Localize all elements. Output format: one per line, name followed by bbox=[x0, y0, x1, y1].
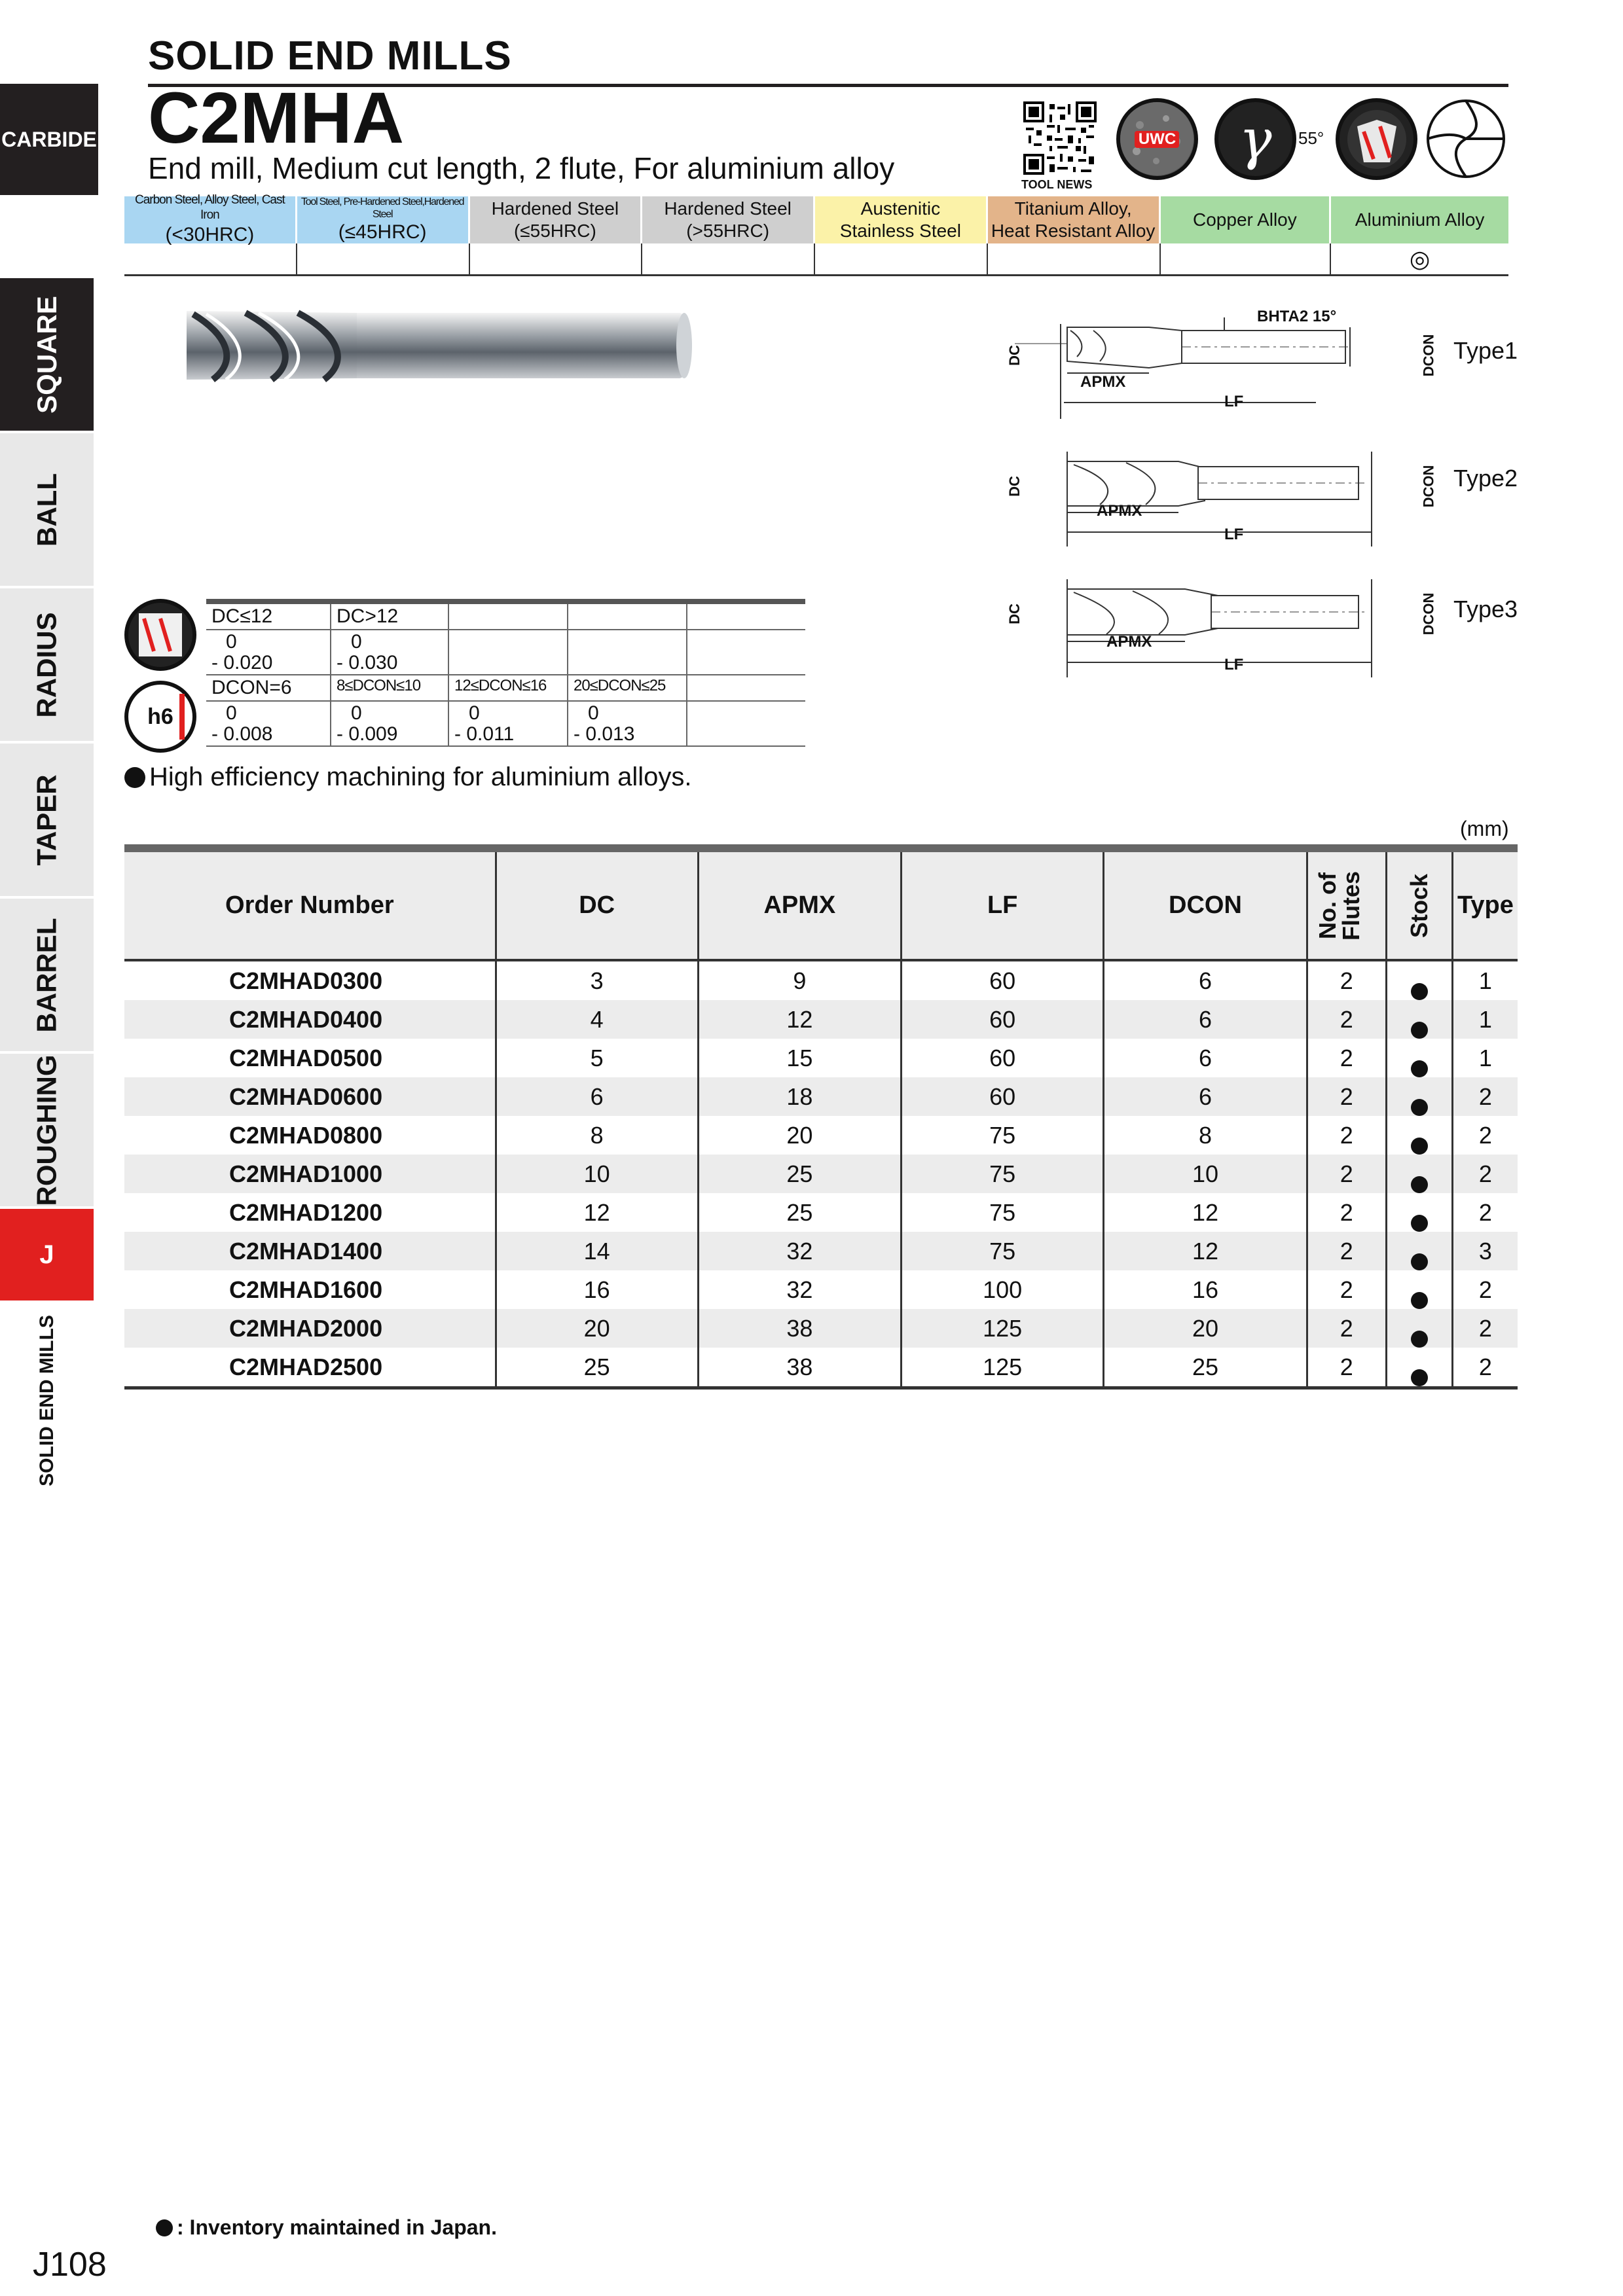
cell-flutes: 2 bbox=[1307, 1348, 1386, 1386]
empty-cell bbox=[687, 630, 805, 675]
spec-table bbox=[124, 852, 1518, 1386]
spec-bottom-rule bbox=[124, 1386, 1518, 1390]
dcon-label bbox=[1420, 465, 1437, 508]
cell-order-number: C2MHAD1000 bbox=[124, 1155, 496, 1193]
cell-flutes: 2 bbox=[1307, 1000, 1386, 1039]
material-titanium bbox=[988, 196, 1161, 243]
cell-lf: 75 bbox=[902, 1155, 1104, 1193]
cell-type: 1 bbox=[1478, 967, 1492, 994]
material-stainless bbox=[815, 196, 988, 243]
lf-label: LF bbox=[1224, 526, 1244, 543]
cell-lf: 60 bbox=[902, 1077, 1104, 1116]
sidebar-tab-taper[interactable] bbox=[0, 744, 94, 896]
cell-type: 2 bbox=[1452, 1309, 1518, 1348]
diagram-type2 bbox=[1002, 448, 1518, 547]
col-header-flutes bbox=[1307, 852, 1386, 960]
empty-cell bbox=[687, 604, 805, 630]
sidebar-tab-square[interactable] bbox=[0, 278, 94, 431]
sidebar-tab-label: ROUGHING bbox=[31, 1054, 62, 1206]
cell-stock bbox=[1386, 1232, 1452, 1270]
stock-header-text: Stock bbox=[1405, 873, 1432, 938]
sidebar-tab-label: BARREL bbox=[31, 918, 62, 1032]
cell-dc: 6 bbox=[496, 1077, 698, 1116]
cell-order-number: C2MHAD0600 bbox=[124, 1077, 496, 1116]
suit-cell bbox=[642, 243, 815, 274]
cell-apmx: 32 bbox=[698, 1232, 901, 1270]
face-graphic bbox=[1344, 107, 1410, 172]
spec-body bbox=[124, 960, 1518, 1386]
cell-flutes: 2 bbox=[1307, 960, 1386, 1000]
dcon-tol bbox=[568, 701, 687, 746]
cell-lf: 100 bbox=[902, 1270, 1104, 1309]
empty-cell bbox=[448, 630, 568, 675]
tol-upper: 0 bbox=[351, 631, 362, 653]
sidebar-tab-radius[interactable] bbox=[0, 588, 94, 741]
table-row[interactable] bbox=[124, 1039, 1518, 1077]
cell-lf: 125 bbox=[902, 1348, 1104, 1386]
cell-dc: 10 bbox=[496, 1155, 698, 1193]
table-row[interactable] bbox=[124, 1000, 1518, 1039]
qr-code[interactable] bbox=[1023, 101, 1097, 175]
cell-flutes: 2 bbox=[1307, 1039, 1386, 1077]
empty-cell bbox=[568, 604, 687, 630]
material-line1: Copper Alloy bbox=[1193, 209, 1297, 230]
section-label: SOLID END MILLS bbox=[35, 1315, 58, 1486]
sidebar-tab-roughing[interactable] bbox=[0, 1054, 94, 1206]
cell-type: 2 bbox=[1452, 1155, 1518, 1193]
stock-dot-icon bbox=[1411, 983, 1428, 1000]
suitability-row bbox=[124, 243, 1508, 276]
material-line2: Heat Resistant Alloy bbox=[991, 221, 1156, 241]
cell-lf: 60 bbox=[902, 1039, 1104, 1077]
dc-label bbox=[1006, 345, 1023, 366]
tol-lower: - 0.009 bbox=[337, 723, 398, 745]
suit-cell bbox=[297, 243, 470, 274]
cell-order-number: C2MHAD2000 bbox=[124, 1309, 496, 1348]
bhta-label: BHTA2 15° bbox=[1257, 308, 1337, 325]
table-row[interactable] bbox=[124, 1077, 1518, 1116]
lf-label: LF bbox=[1224, 393, 1244, 410]
col-header-dc: DC bbox=[496, 852, 698, 960]
unit-label: (mm) bbox=[1460, 817, 1509, 840]
table-row[interactable] bbox=[124, 1348, 1518, 1386]
sidebar-tab-label: BALL bbox=[31, 473, 62, 547]
dc-label bbox=[1006, 476, 1023, 497]
cell-dcon: 6 bbox=[1104, 1000, 1307, 1039]
cell-stock bbox=[1386, 1193, 1452, 1232]
dc-tol bbox=[206, 630, 331, 675]
bullet-icon bbox=[124, 767, 145, 788]
cell-order-number: C2MHAD0500 bbox=[124, 1039, 496, 1077]
suit-cell bbox=[1161, 243, 1332, 274]
cell-lf: 60 bbox=[902, 960, 1104, 1000]
cell-stock bbox=[1386, 1000, 1452, 1039]
material-bar bbox=[124, 193, 1508, 245]
uwc-coating-icon bbox=[1116, 98, 1198, 180]
product-subtitle: End mill, Medium cut length, 2 flute, For aluminium alloy bbox=[148, 151, 895, 185]
uwc-label: UWC bbox=[1138, 130, 1176, 148]
h6-label: h6 bbox=[147, 704, 173, 729]
material-tool-steel bbox=[297, 196, 470, 243]
table-row[interactable] bbox=[124, 1193, 1518, 1232]
cell-dcon: 16 bbox=[1104, 1270, 1307, 1309]
carbide-label: CARBIDE bbox=[1, 127, 97, 151]
cell-stock bbox=[1386, 1309, 1452, 1348]
h6-arrow bbox=[179, 694, 185, 740]
tol-upper: 0 bbox=[351, 702, 362, 724]
suit-cell bbox=[124, 243, 297, 274]
cell-dcon: 20 bbox=[1104, 1309, 1307, 1348]
tool-news-label: TOOL NEWS bbox=[1021, 178, 1093, 191]
sidebar-tab-j[interactable] bbox=[0, 1209, 94, 1300]
cell-order-number: C2MHAD1600 bbox=[124, 1270, 496, 1309]
material-line1: Tool Steel, Pre-Hardened Steel,Hardened Steel bbox=[301, 196, 464, 220]
gamma-glyph: γ bbox=[1239, 107, 1272, 171]
tol-lower: - 0.020 bbox=[211, 651, 273, 673]
table-row[interactable] bbox=[124, 1155, 1518, 1193]
material-line2: (>55HRC) bbox=[686, 221, 770, 241]
material-hardened-55 bbox=[470, 196, 643, 243]
cell-dcon: 25 bbox=[1104, 1348, 1307, 1386]
material-line2: Stainless Steel bbox=[839, 221, 961, 241]
sidebar-tab-ball[interactable] bbox=[0, 433, 94, 586]
sidebar-active-label: J bbox=[39, 1240, 54, 1269]
apmx-label: APMX bbox=[1106, 633, 1152, 651]
cell-dcon: 12 bbox=[1104, 1232, 1307, 1270]
cell-apmx: 38 bbox=[698, 1309, 901, 1348]
cell-flutes: 2 bbox=[1307, 1155, 1386, 1193]
empty-cell bbox=[687, 675, 805, 701]
sidebar-tab-label: TAPER bbox=[31, 774, 62, 866]
spec-header-row bbox=[124, 852, 1518, 960]
cell-type: 2 bbox=[1478, 1121, 1492, 1149]
material-carbon-steel bbox=[124, 193, 297, 245]
tol-lower: - 0.011 bbox=[454, 723, 515, 745]
sidebar-carbide bbox=[0, 84, 98, 195]
cell-type: 2 bbox=[1452, 1077, 1518, 1116]
stock-dot-icon bbox=[156, 2219, 173, 2236]
cell-apmx: 20 bbox=[698, 1116, 901, 1155]
footnote bbox=[156, 2215, 497, 2240]
dc-label-text: DC bbox=[1006, 345, 1023, 366]
cell-flutes: 2 bbox=[1307, 1232, 1386, 1270]
col-header-stock bbox=[1386, 852, 1452, 960]
category-title: SOLID END MILLS bbox=[148, 33, 512, 79]
dcon-header: 8≤DCON≤10 bbox=[331, 675, 448, 701]
product-photo bbox=[187, 308, 697, 386]
dcon-tol bbox=[331, 701, 448, 746]
suit-cell bbox=[988, 243, 1161, 274]
cell-dcon: 12 bbox=[1104, 1193, 1307, 1232]
material-copper bbox=[1161, 196, 1332, 243]
tool-face-icon bbox=[1336, 98, 1417, 180]
dcon-label-text: DCON bbox=[1420, 334, 1437, 377]
cell-dc: 4 bbox=[496, 1000, 698, 1039]
material-line2: (<30HRC) bbox=[165, 223, 255, 245]
dc-label-text: DC bbox=[1006, 603, 1023, 624]
tol-top-rule bbox=[206, 599, 805, 604]
tol-upper: 0 bbox=[226, 631, 237, 653]
material-line1: Austenitic bbox=[860, 198, 941, 219]
stock-dot-icon bbox=[1411, 1369, 1428, 1386]
cell-apmx: 9 bbox=[698, 960, 901, 1000]
dc-header: DC≤12 bbox=[206, 604, 331, 630]
stock-dot-icon bbox=[1411, 1253, 1428, 1270]
cell-type: 1 bbox=[1478, 1044, 1492, 1071]
cell-order-number: C2MHAD0300 bbox=[124, 960, 496, 1000]
cell-order-number: C2MHAD0400 bbox=[124, 1000, 496, 1039]
cell-apmx: 38 bbox=[698, 1348, 901, 1386]
lf-label: LF bbox=[1224, 656, 1244, 673]
dcon-tol bbox=[448, 701, 568, 746]
cell-dc: 3 bbox=[496, 960, 698, 1000]
col-header-type: Type bbox=[1452, 852, 1518, 960]
cell-type: 1 bbox=[1452, 1000, 1518, 1039]
cell-stock bbox=[1386, 1116, 1452, 1155]
cell-type: 2 bbox=[1478, 1276, 1492, 1303]
cell-flutes: 2 bbox=[1307, 1116, 1386, 1155]
h6-icon bbox=[124, 681, 196, 753]
tolerance-table bbox=[206, 599, 805, 747]
cell-type: 2 bbox=[1478, 1353, 1492, 1380]
cell-lf: 75 bbox=[902, 1116, 1104, 1155]
diagram-type1 bbox=[1002, 308, 1518, 419]
table-row[interactable] bbox=[124, 1270, 1518, 1309]
dcon-header-row bbox=[206, 675, 805, 701]
dcon-tol bbox=[206, 701, 331, 746]
cell-dc: 8 bbox=[496, 1116, 698, 1155]
cell-dcon: 8 bbox=[1104, 1116, 1307, 1155]
tol-lower: - 0.013 bbox=[574, 723, 635, 745]
cell-order-number: C2MHAD1400 bbox=[124, 1232, 496, 1270]
apmx-label: APMX bbox=[1080, 373, 1126, 391]
cell-flutes: 2 bbox=[1307, 1270, 1386, 1309]
cell-type: 2 bbox=[1478, 1198, 1492, 1226]
flute-section-icon bbox=[1424, 97, 1508, 181]
stock-dot-icon bbox=[1411, 1138, 1428, 1155]
dc-value-row bbox=[206, 630, 805, 675]
cell-stock bbox=[1386, 1270, 1452, 1309]
dcon-label bbox=[1420, 334, 1437, 377]
cell-order-number: C2MHAD2500 bbox=[124, 1348, 496, 1386]
helix-angle-value: 55° bbox=[1298, 128, 1324, 148]
cell-dcon: 10 bbox=[1104, 1155, 1307, 1193]
stock-dot-icon bbox=[1411, 1215, 1428, 1232]
cell-dcon: 6 bbox=[1104, 960, 1307, 1000]
material-line1: Carbon Steel, Alloy Steel, Cast Iron bbox=[134, 193, 285, 222]
dcon-label-text: DCON bbox=[1420, 465, 1437, 508]
feature-line bbox=[124, 762, 692, 792]
stock-dot-icon bbox=[1411, 1292, 1428, 1309]
sidebar-tab-label: SQUARE bbox=[31, 295, 62, 414]
flutes-header-text: No. of Flutes bbox=[1313, 870, 1364, 941]
cell-apmx: 25 bbox=[698, 1193, 901, 1232]
spec-top-rule bbox=[124, 844, 1518, 852]
cell-stock bbox=[1386, 1155, 1452, 1193]
cell-apmx: 18 bbox=[698, 1077, 901, 1116]
apmx-label: APMX bbox=[1097, 502, 1142, 520]
dcon-value-row bbox=[206, 701, 805, 746]
stock-dot-icon bbox=[1411, 1022, 1428, 1039]
tol-upper: 0 bbox=[226, 702, 237, 724]
dcon-label bbox=[1420, 593, 1437, 636]
cell-flutes: 2 bbox=[1307, 1193, 1386, 1232]
feature-text: High efficiency machining for aluminium alloys. bbox=[149, 762, 692, 791]
cell-dc: 12 bbox=[496, 1193, 698, 1232]
tolerance-graphic bbox=[131, 605, 190, 664]
sidebar-tab-label: RADIUS bbox=[31, 611, 62, 718]
col-header-apmx: APMX bbox=[698, 852, 901, 960]
table-row[interactable] bbox=[124, 1116, 1518, 1155]
tol-lower: - 0.008 bbox=[211, 723, 273, 745]
material-hardened-over55 bbox=[642, 196, 815, 243]
product-title: C2MHA bbox=[148, 78, 405, 158]
material-line2: (≤55HRC) bbox=[513, 221, 596, 241]
stock-dot-icon bbox=[1411, 1060, 1428, 1077]
cell-dc: 5 bbox=[496, 1039, 698, 1077]
empty-cell bbox=[568, 630, 687, 675]
tol-upper: 0 bbox=[588, 702, 599, 724]
cell-order-number: C2MHAD1200 bbox=[124, 1193, 496, 1232]
dcon-header: DCON=6 bbox=[206, 675, 331, 701]
cell-lf: 75 bbox=[902, 1232, 1104, 1270]
type3-label: Type3 bbox=[1453, 596, 1518, 622]
dcon-label-text: DCON bbox=[1420, 592, 1437, 636]
sidebar-section bbox=[0, 1302, 94, 1499]
cell-apmx: 32 bbox=[698, 1270, 901, 1309]
type1-label: Type1 bbox=[1453, 337, 1518, 364]
cell-flutes: 2 bbox=[1307, 1077, 1386, 1116]
helix-angle-icon bbox=[1214, 98, 1296, 180]
cell-apmx: 12 bbox=[698, 1000, 901, 1039]
empty-cell bbox=[687, 701, 805, 746]
cell-stock bbox=[1386, 960, 1452, 1000]
stock-dot-icon bbox=[1411, 1099, 1428, 1116]
material-line1: Titanium Alloy, bbox=[1014, 198, 1132, 219]
cell-stock bbox=[1386, 1039, 1452, 1077]
table-row[interactable] bbox=[124, 1232, 1518, 1270]
dc-label-text: DC bbox=[1006, 476, 1023, 497]
cell-apmx: 25 bbox=[698, 1155, 901, 1193]
excellent-mark: ◎ bbox=[1409, 245, 1431, 272]
cell-flutes: 2 bbox=[1307, 1309, 1386, 1348]
material-line2: (≤45HRC) bbox=[338, 221, 427, 243]
tol-upper: 0 bbox=[469, 702, 480, 724]
cell-dc: 16 bbox=[496, 1270, 698, 1309]
col-header-order-number: Order Number bbox=[124, 852, 496, 960]
footnote-text: : Inventory maintained in Japan. bbox=[177, 2215, 497, 2239]
type2-label: Type2 bbox=[1453, 465, 1518, 492]
material-line1: Aluminium Alloy bbox=[1355, 209, 1485, 230]
cell-apmx: 15 bbox=[698, 1039, 901, 1077]
page-number: J108 bbox=[33, 2246, 107, 2284]
material-aluminium bbox=[1331, 196, 1508, 243]
sidebar-tab-barrel[interactable] bbox=[0, 899, 94, 1051]
col-header-lf: LF bbox=[902, 852, 1104, 960]
cell-lf: 60 bbox=[902, 1000, 1104, 1039]
diagram-type3 bbox=[1002, 579, 1518, 677]
empty-cell bbox=[448, 604, 568, 630]
dc-tolerance-icon bbox=[124, 599, 196, 671]
dc-header: DC>12 bbox=[331, 604, 448, 630]
cell-type: 3 bbox=[1452, 1232, 1518, 1270]
cell-stock bbox=[1386, 1077, 1452, 1116]
stock-dot-icon bbox=[1411, 1176, 1428, 1193]
dc-label bbox=[1006, 603, 1023, 624]
cell-dcon: 6 bbox=[1104, 1077, 1307, 1116]
material-line1: Hardened Steel bbox=[491, 198, 619, 219]
dc-tol bbox=[331, 630, 448, 675]
material-line1: Hardened Steel bbox=[664, 198, 792, 219]
dc-header-row bbox=[206, 604, 805, 630]
stock-dot-icon bbox=[1411, 1331, 1428, 1348]
dcon-header: 20≤DCON≤25 bbox=[568, 675, 687, 701]
table-row[interactable] bbox=[124, 960, 1518, 1000]
tol-lower: - 0.030 bbox=[337, 651, 398, 673]
cell-stock bbox=[1386, 1348, 1452, 1386]
suit-cell-aluminium bbox=[1331, 243, 1508, 274]
cell-dcon: 6 bbox=[1104, 1039, 1307, 1077]
suit-cell bbox=[815, 243, 988, 274]
cell-lf: 75 bbox=[902, 1193, 1104, 1232]
dcon-header: 12≤DCON≤16 bbox=[448, 675, 568, 701]
cell-dc: 14 bbox=[496, 1232, 698, 1270]
col-header-dcon: DCON bbox=[1104, 852, 1307, 960]
spec-table-wrap bbox=[124, 844, 1518, 1390]
cell-dc: 20 bbox=[496, 1309, 698, 1348]
suit-cell bbox=[470, 243, 643, 274]
cell-dc: 25 bbox=[496, 1348, 698, 1386]
cell-lf: 125 bbox=[902, 1309, 1104, 1348]
table-row[interactable] bbox=[124, 1309, 1518, 1348]
cell-order-number: C2MHAD0800 bbox=[124, 1116, 496, 1155]
